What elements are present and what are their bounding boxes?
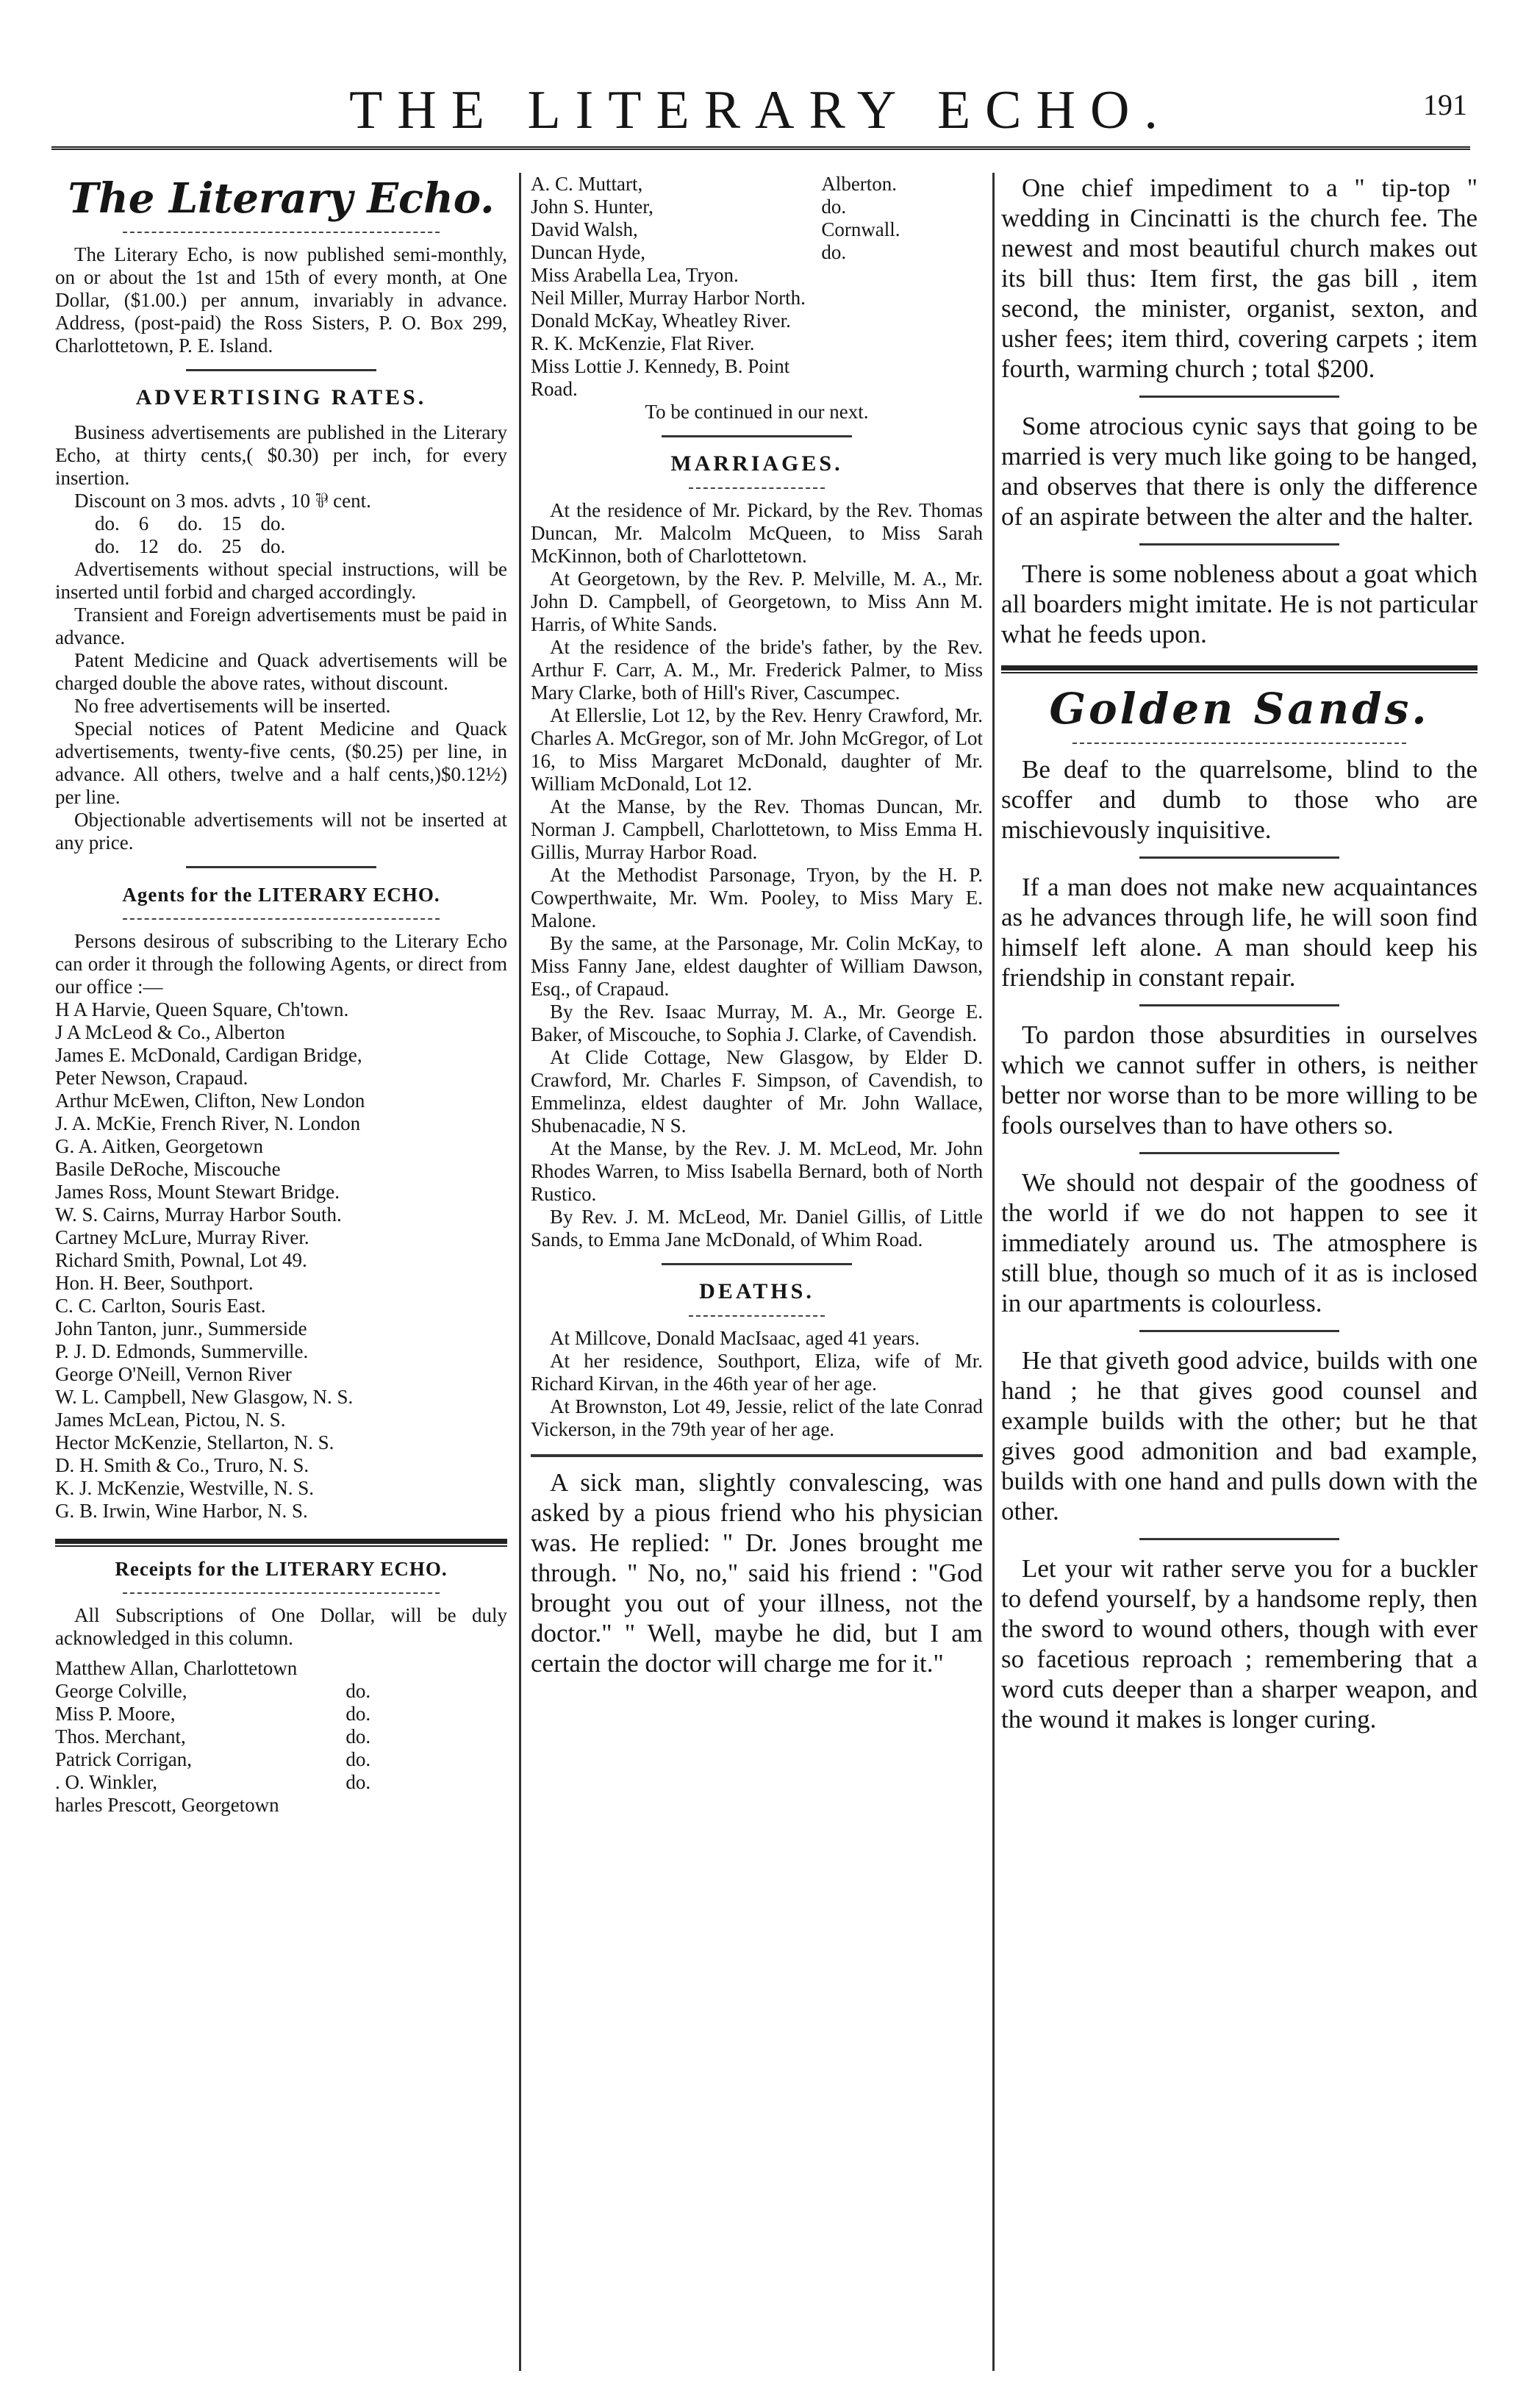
agent-entry: Hector McKenzie, Stellarton, N. S. [55, 1431, 334, 1453]
divider [55, 1539, 507, 1544]
discount-cell: do. [95, 512, 120, 534]
subscriber-name: Neil Miller, Murray Harbor North. [531, 287, 806, 309]
discount-cell: do. [177, 535, 203, 557]
divider [1001, 665, 1478, 670]
death-notice: At her residence, Southport, Eliza, wife of Mr. Richard Kirvan, in the 46th year of her age. [531, 1350, 983, 1395]
column-item: One chief impediment to a " tip-top " wedding in Cincinatti is the church fee. The newest and most beautiful church makes out its bill thus: Item first, the gas bill , item second, the minister, organist, sexton, and usher fees; item third, covering carpets ; item fourth, warming church ; total $200. [1001, 174, 1478, 383]
newspaper-title: THE LITERARY ECHO. [349, 80, 1172, 140]
divider [123, 918, 440, 920]
golden-sands-item: Be deaf to the quarrelsome, blind to the scoffer and dumb to those who are mischievously inquisitive. [1001, 755, 1478, 844]
agent-entry: Arthur McEwen, Clifton, New London [55, 1090, 365, 1112]
agent-entry: James E. McDonald, Cardigan Bridge, [55, 1044, 362, 1066]
agent-entry: James Ross, Mount Stewart Bridge. [55, 1181, 340, 1203]
agents-heading: Agents for the LITERARY ECHO. [122, 884, 440, 906]
agent-entry: Cartney McLure, Murray River. [55, 1226, 309, 1248]
subscriber-row [531, 196, 983, 218]
receipt-row [55, 1657, 507, 1680]
divider [1072, 743, 1406, 744]
subscribers-list [531, 173, 983, 401]
ad-paragraph: No free advertisements will be inserted. [74, 695, 391, 717]
agent-entry: Richard Smith, Pownal, Lot 49. [55, 1249, 307, 1271]
discount-cell: 15 [221, 512, 242, 534]
divider [689, 487, 825, 489]
divider [1001, 672, 1478, 673]
column-right [1001, 173, 1478, 2371]
receipt-name: Miss P. Moore, [55, 1703, 176, 1725]
marriages-list [531, 499, 983, 1251]
marriage-notice: At the Manse, by the Rev. J. M. McLeod, Mr. John Rhodes Warren, to Miss Isabella Bernard, both of North Rustico. [531, 1137, 983, 1205]
receipt-row [55, 1725, 507, 1748]
ad-paragraph: Advertisements without special instructions, will be inserted until forbid and charged accordingly. [55, 558, 507, 603]
golden-sands-item: We should not despair of the goodness of the world if we do not happen to see it immediately around us. The atmosphere is still blue, though so much of it as is inclosed in our apartments is colourless. [1001, 1168, 1478, 1317]
discount-cell: do. [177, 512, 203, 534]
agent-entry: James McLean, Pictou, N. S. [55, 1409, 286, 1431]
divider [186, 369, 376, 371]
receipt-row [55, 1680, 507, 1703]
subscriber-place: Cornwall. [821, 218, 900, 240]
divider [531, 1454, 983, 1457]
subscriber-name: Miss Arabella Lea, Tryon. [531, 264, 739, 286]
receipt-row [55, 1771, 507, 1794]
agent-entry: J A McLeod & Co., Alberton [55, 1021, 285, 1043]
marriage-notice: By the same, at the Parsonage, Mr. Colin McKay, to Miss Fanny Jane, eldest daughter of William Dawson, Esq., of Crapaud. [531, 932, 983, 1000]
golden-sands-list [1001, 754, 1478, 1734]
spacer [55, 1650, 507, 1657]
receipt-name: . O. Winkler, [55, 1771, 158, 1793]
divider [1139, 543, 1339, 546]
receipt-name: Patrick Corrigan, [55, 1748, 192, 1770]
golden-sands-item: To pardon those absurdities in ourselves which we cannot suffer in others, is neither better nor worse than to be more willing to be fools ourselves than to have others so. [1001, 1020, 1478, 1140]
continued-note: To be continued in our next. [645, 401, 869, 423]
subscriber-name: Duncan Hyde, [531, 241, 645, 263]
subscriber-row [531, 218, 983, 241]
agents-list [55, 998, 507, 1523]
golden-sands-item: If a man does not make new acquaintances as he advances through life, he will soon find himself left alone. A man should keep his friendship in constant repair. [1001, 873, 1478, 992]
divider [662, 435, 851, 437]
subscriber-row [531, 355, 983, 401]
receipts-list [55, 1657, 507, 1817]
page-header [51, 70, 1470, 143]
subscriber-row [531, 173, 983, 196]
divider [55, 1545, 507, 1547]
agent-entry: C. C. Carlton, Souris East. [55, 1295, 266, 1317]
discount-cell: 6 [138, 512, 149, 534]
marriage-notice: At Ellerslie, Lot 12, by the Rev. Henry Crawford, Mr. Charles A. McGregor, son of Mr. John McGregor, of Lot 16, to Miss Margaret McDonald, daughter of Mr. William McDonald, Lot 12. [531, 704, 983, 795]
masthead: The Literary Echo. [68, 174, 495, 223]
agent-entry: H A Harvie, Queen Square, Ch'town. [55, 998, 349, 1020]
death-notice: At Millcove, Donald MacIsaac, aged 41 years. [550, 1327, 920, 1349]
subscriber-place: Alberton. [821, 173, 898, 195]
subscriber-name: Miss Lottie J. Kennedy, B. Point Road. [531, 355, 790, 400]
column-rule-2 [992, 173, 995, 2371]
receipt-name: George Colville, [55, 1680, 187, 1702]
divider [1139, 396, 1339, 398]
divider [123, 1592, 440, 1594]
subscriber-place [811, 264, 983, 287]
subscriber-place: do. [821, 196, 847, 218]
marriage-notice: At Clide Cottage, New Glasgow, by Elder D. Crawford, Mr. Charles F. Simpson, of Cavendish, to Emmelinza, eldest daughter of Mr. John Wallace, Shubenacadie, N S. [531, 1046, 983, 1137]
marriage-notice: At Georgetown, by the Rev. P. Melville, M. A., Mr. John D. Campbell, of Georgetown, to Miss Ann M. Harris, of White Sands. [531, 568, 983, 635]
death-notice: At Brownston, Lot 49, Jessie, relict of the late Conrad Vickerson, in the 79th year of her age. [531, 1395, 983, 1440]
discount-intro: Discount on 3 mos. advts , 10 ⅌ cent. [74, 490, 371, 512]
receipt-row [55, 1748, 507, 1771]
divider [1139, 1330, 1339, 1332]
ad-paragraph: Patent Medicine and Quack advertisements will be charged double the above rates, without discount. [55, 649, 507, 694]
subscriber-place [811, 355, 983, 401]
publication-notice: The Literary Echo, is now published semi-monthly, on or about the 1st and 15th of every month, at One Dollar, ($1.00.) per annum, invariably in advance. Address, (post-paid) the Ross Sisters, P. O. Box 299, Charlottetown, P. E. Island. [55, 243, 507, 357]
receipt-place: do. [345, 1725, 371, 1748]
agent-entry: D. H. Smith & Co., Truro, N. S. [55, 1454, 309, 1476]
divider [662, 1263, 851, 1265]
marriage-notice: By the Rev. Isaac Murray, M. A., Mr. George E. Baker, of Miscouche, to Sophia J. Clarke, of Cavendish. [531, 1001, 983, 1045]
deaths-heading: DEATHS. [699, 1279, 814, 1303]
subscriber-row [531, 287, 983, 310]
discount-cell: 12 [138, 535, 159, 557]
agent-entry: W. S. Cairns, Murray Harbor South. [55, 1203, 342, 1226]
anecdote: A sick man, slightly convalescing, was asked by a pious friend who his physician was. He replied: " Dr. Jones brought me through. " No, no," said his friend : "God brought you out of your illness, not the doctor." " Well, maybe he did, but I am certain the doctor will charge me for it." [531, 1468, 983, 1678]
subscriber-place: do. [821, 241, 847, 263]
receipt-place: do. [345, 1680, 371, 1702]
golden-sands-item: He that giveth good advice, builds with one hand ; he that gives good counsel and example builds with the other; but he that gives good admonition and bad example, builds with one hand and pulls down with the other. [1001, 1346, 1478, 1525]
divider [689, 1315, 825, 1317]
agent-entry: G. B. Irwin, Wine Harbor, N. S. [55, 1500, 308, 1522]
agent-entry: K. J. McKenzie, Westville, N. S. [55, 1477, 315, 1499]
discount-cell: do. [260, 512, 286, 534]
subscriber-place [811, 287, 983, 310]
agent-entry: Hon. H. Beer, Southport. [55, 1272, 254, 1294]
receipt-name: harles Prescott, Georgetown [55, 1794, 279, 1816]
subscriber-place [811, 310, 983, 332]
column-item: There is some nobleness about a goat which all boarders might imitate. He is not particular what he feeds upon. [1001, 559, 1478, 648]
ad-paragraph: Objectionable advertisements will not be inserted at any price. [55, 809, 507, 854]
discount-row [95, 512, 304, 535]
ad-paragraph: Transient and Foreign advertisements must be paid in advance. [55, 604, 507, 648]
receipt-place [335, 1657, 507, 1680]
discount-row [95, 535, 304, 558]
divider [123, 232, 440, 233]
marriage-notice: At the Manse, by the Rev. Thomas Duncan, Mr. Norman J. Campbell, Charlottetown, to Miss Emma H. Gillis, Murray Harbor Road. [531, 795, 983, 863]
subscriber-row [531, 241, 983, 264]
column-item: Some atrocious cynic says that going to be married is very much like going to be hanged, and observes that there is only the difference of an aspirate between the alter and the halter. [1001, 412, 1478, 531]
golden-sands-heading: Golden Sands. [1049, 684, 1430, 734]
receipts-intro: All Subscriptions of One Dollar, will be duly acknowledged in this column. [55, 1604, 507, 1649]
receipt-place [335, 1794, 507, 1817]
agent-entry: George O'Neill, Vernon River [55, 1363, 292, 1385]
divider [1139, 1004, 1339, 1006]
receipt-name: Thos. Merchant, [55, 1725, 186, 1748]
receipts-heading: Receipts for the LITERARY ECHO. [115, 1558, 448, 1580]
column-middle [531, 173, 983, 2371]
ad-paragraph: Special notices of Patent Medicine and Quack advertisements, twenty-five cents, ($0.25) per line, in advance. All others, twelve and a half cents,)$0.12½) per line. [55, 718, 507, 808]
agents-intro: Persons desirous of subscribing to the Literary Echo can order it through the following Agents, or direct from our office :— [55, 930, 507, 998]
marriages-heading: MARRIAGES. [670, 451, 843, 476]
marriage-notice: By Rev. J. M. McLeod, Mr. Daniel Gillis, of Little Sands, to Emma Jane McDonald, of Whim Road. [531, 1206, 983, 1251]
discount-cell: do. [260, 535, 286, 557]
divider [1139, 856, 1339, 859]
divider [1139, 1152, 1339, 1154]
receipt-row [55, 1703, 507, 1725]
receipt-place: do. [345, 1771, 371, 1793]
subscriber-name: Donald McKay, Wheatley River. [531, 310, 791, 332]
discount-table [95, 512, 304, 558]
receipt-name: Matthew Allan, Charlottetown [55, 1657, 298, 1679]
subscriber-name: R. K. McKenzie, Flat River. [531, 332, 755, 354]
divider [186, 866, 376, 868]
subscriber-name: A. C. Muttart, [531, 173, 643, 195]
marriage-notice: At the residence of Mr. Pickard, by the Rev. Thomas Duncan, Mr. Malcolm McQueen, to Miss Sarah McKinnon, both of Charlottetown. [531, 499, 983, 567]
agent-entry: Peter Newson, Crapaud. [55, 1067, 248, 1089]
receipt-row [55, 1794, 507, 1817]
discount-cell: 25 [221, 535, 242, 557]
page-number: 191 [1423, 88, 1467, 121]
divider [1139, 1538, 1339, 1540]
marriage-notice: At the Methodist Parsonage, Tryon, by the H. P. Cowperthwaite, Mr. Wm. Pooley, to Miss Mary E. Malone. [531, 864, 983, 931]
golden-sands-item: Let your wit rather serve you for a buckler to defend yourself, by a handsome reply, then the sword to wound others, though with ever so facetious reproach ; remembering that a word cuts deeper than a sharper weapon, and the wound it makes is longer curing. [1001, 1554, 1478, 1734]
subscriber-name: John S. Hunter, [531, 196, 653, 218]
discount-cell: do. [95, 535, 120, 557]
agent-entry: J. A. McKie, French River, N. London [55, 1112, 361, 1134]
subscriber-row [531, 332, 983, 355]
column-rule-1 [519, 173, 521, 2371]
agent-entry: John Tanton, junr., Summerside [55, 1317, 307, 1339]
agent-entry: P. J. D. Edmonds, Summerville. [55, 1340, 309, 1362]
header-rule [51, 146, 1470, 150]
column-left [55, 173, 507, 2371]
subscriber-row [531, 264, 983, 287]
agent-entry: Basile DeRoche, Miscouche [55, 1158, 281, 1180]
subscriber-name: David Walsh, [531, 218, 638, 240]
ad-paragraph: Business advertisements are published in the Literary Echo, at thirty cents,( $0.30) per inch, for every insertion. [55, 421, 507, 489]
subscriber-row [531, 310, 983, 332]
agent-entry: G. A. Aitken, Georgetown [55, 1135, 263, 1157]
advertising-heading: ADVERTISING RATES. [135, 385, 427, 409]
receipt-place: do. [345, 1748, 371, 1770]
marriage-notice: At the residence of the bride's father, by the Rev. Arthur F. Carr, A. M., Mr. Frederick Palmer, to Miss Mary Clarke, both of Hill's River, Cascumpec. [531, 636, 983, 704]
receipt-place: do. [345, 1703, 371, 1725]
agent-entry: W. L. Campbell, New Glasgow, N. S. [55, 1386, 354, 1408]
deaths-list [531, 1327, 983, 1441]
subscriber-place [811, 332, 983, 355]
